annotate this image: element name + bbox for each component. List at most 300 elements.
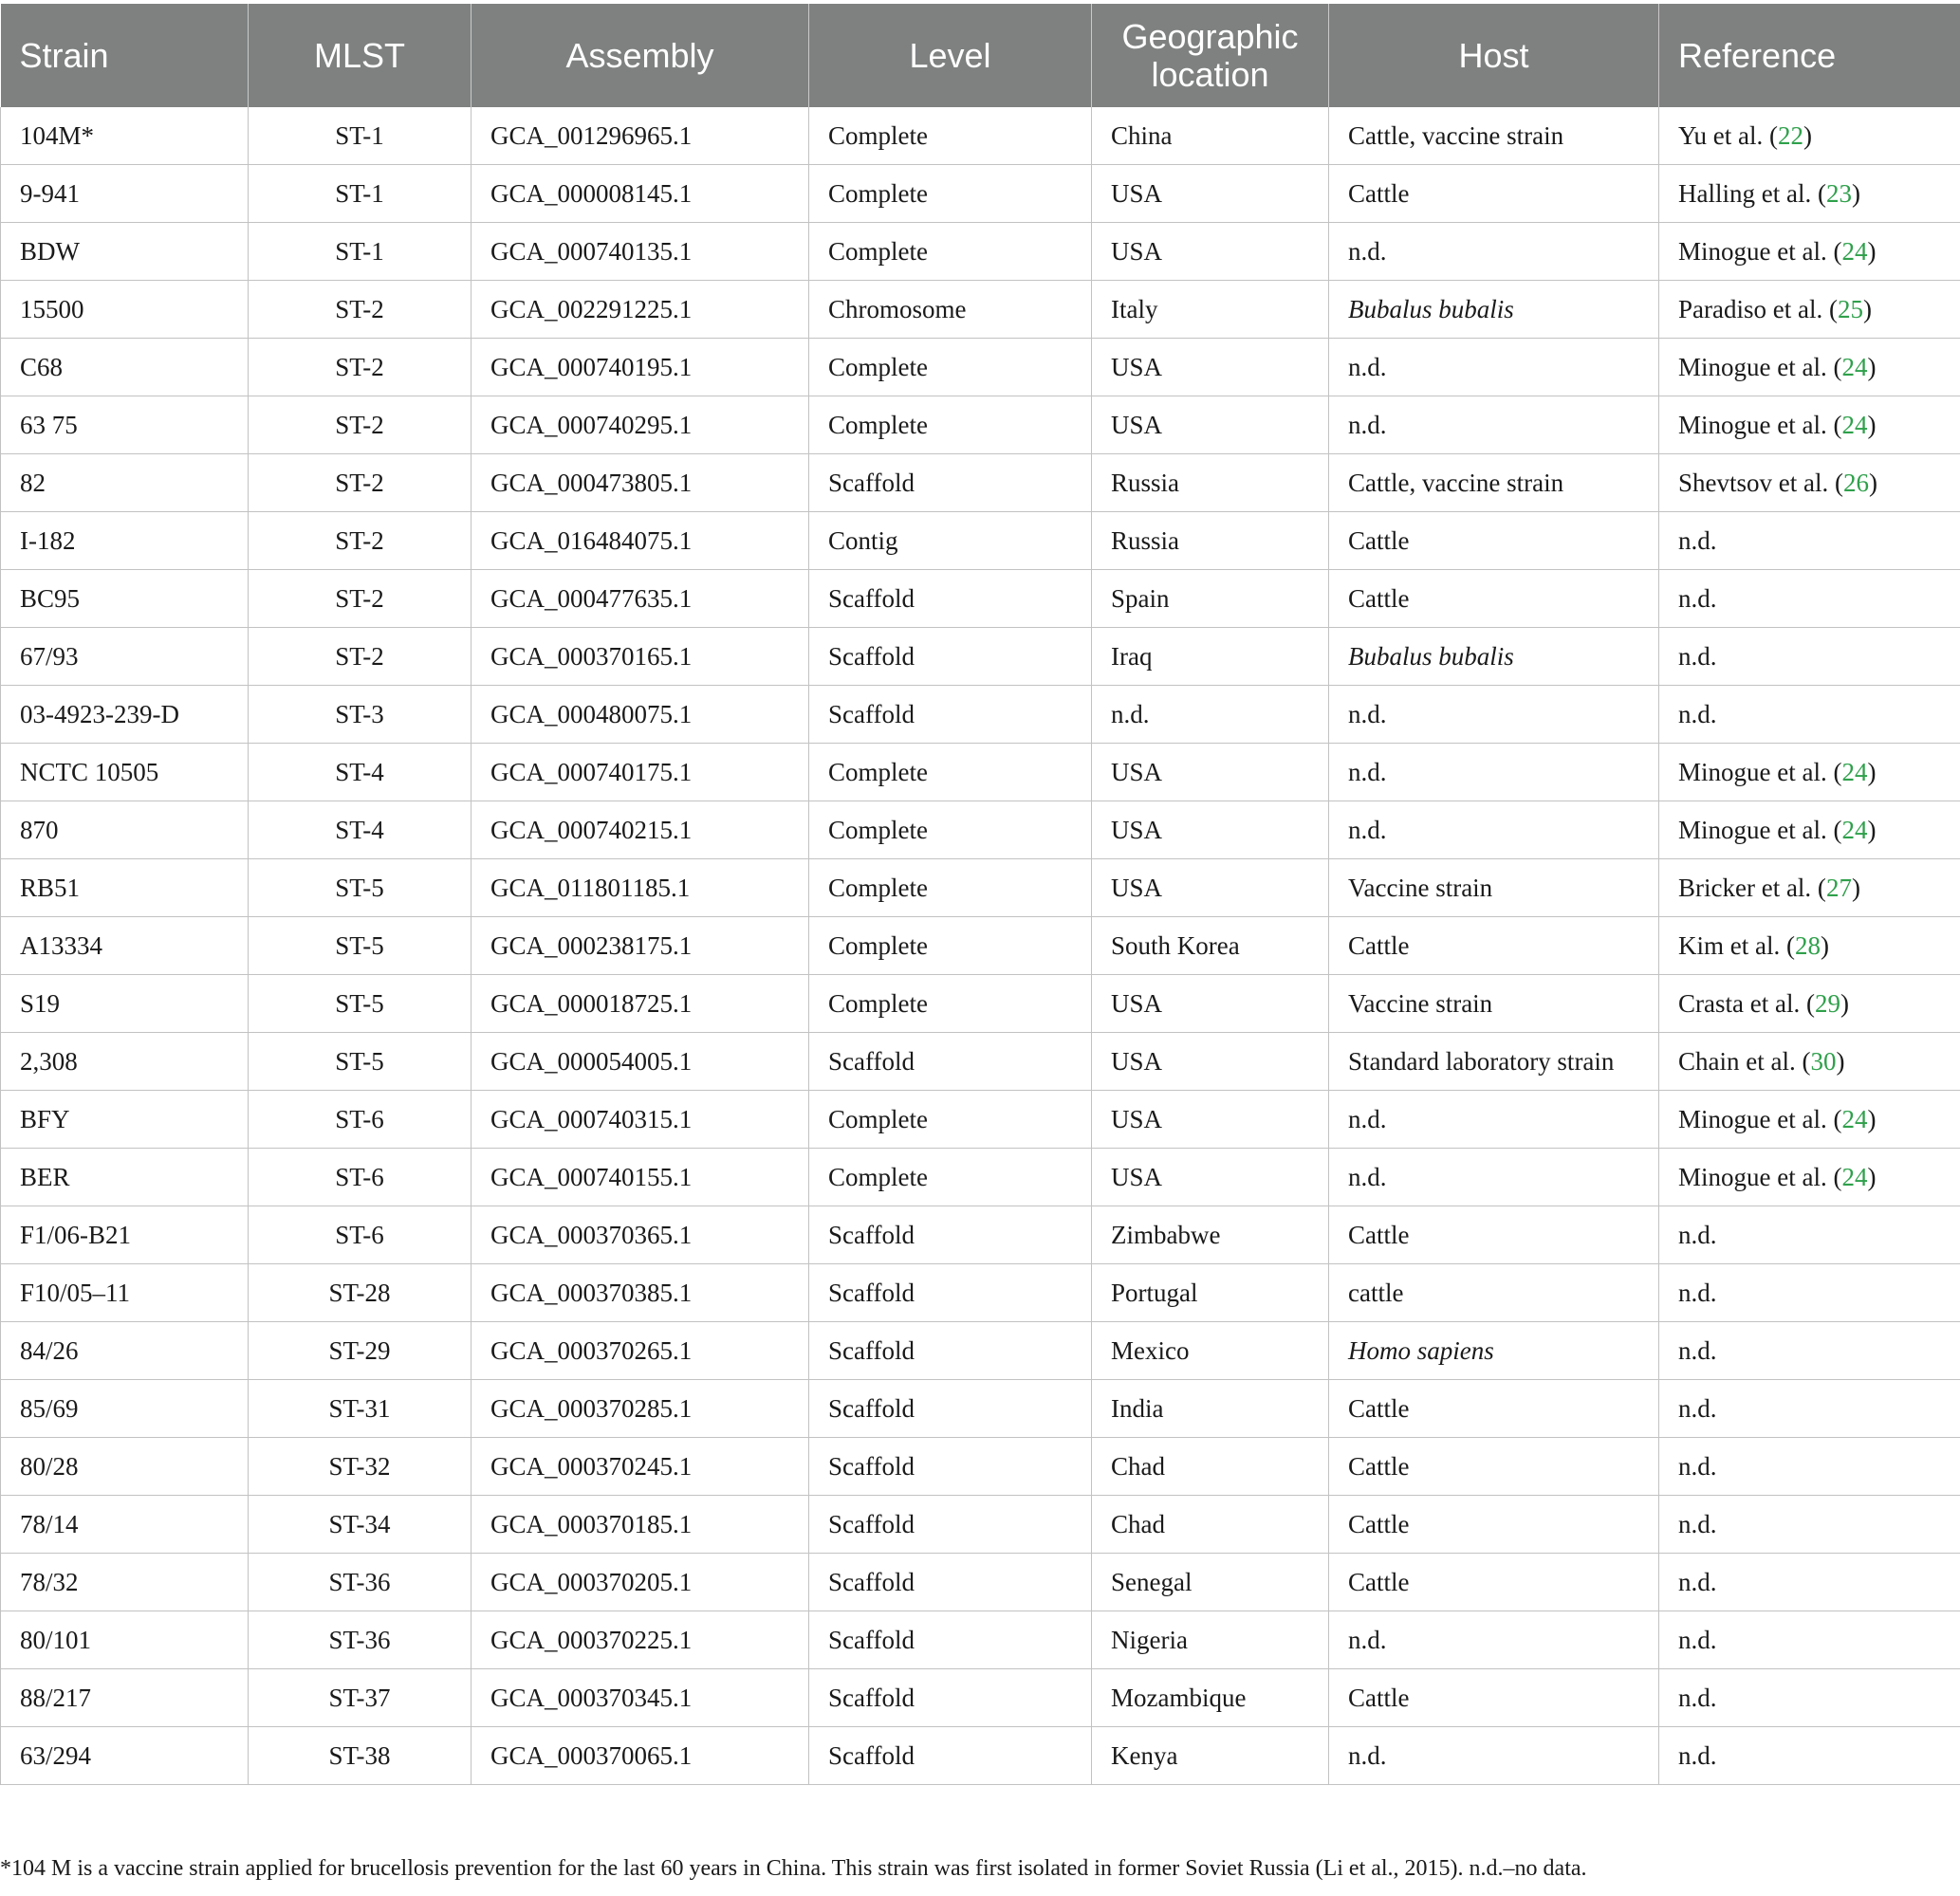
reference-close: ): [1867, 815, 1877, 844]
cell-level: Scaffold: [809, 570, 1092, 628]
table-row: [1, 686, 1960, 744]
cell-reference: [1659, 744, 1960, 801]
strain-table: [0, 4, 1960, 1785]
cell-location: Zimbabwe: [1092, 1206, 1329, 1264]
cell-reference: [1659, 1554, 1960, 1611]
cell-host: Cattle: [1329, 165, 1659, 223]
cell-assembly: GCA_000370385.1: [472, 1264, 809, 1322]
reference-text: n.d.: [1678, 1509, 1717, 1538]
cell-assembly: GCA_000370345.1: [472, 1669, 809, 1727]
reference-text: n.d.: [1678, 1220, 1717, 1249]
cell-host: Cattle: [1329, 1669, 1659, 1727]
cell-reference: [1659, 339, 1960, 396]
cell-mlst: ST-34: [249, 1496, 472, 1554]
cell-assembly: GCA_000018725.1: [472, 975, 809, 1033]
cell-assembly: GCA_000008145.1: [472, 165, 809, 223]
cell-reference: [1659, 165, 1960, 223]
header-row: [1, 4, 1960, 107]
table-row: [1, 1264, 1960, 1322]
reference-text: n.d.: [1678, 1393, 1717, 1423]
cell-location: Senegal: [1092, 1554, 1329, 1611]
cell-reference: [1659, 281, 1960, 339]
cell-assembly: GCA_000370365.1: [472, 1206, 809, 1264]
cell-location: Iraq: [1092, 628, 1329, 686]
reference-link[interactable]: 27: [1825, 873, 1852, 902]
cell-location: USA: [1092, 801, 1329, 859]
table-row: [1, 107, 1960, 165]
cell-host: n.d.: [1329, 223, 1659, 281]
reference-close: ): [1862, 294, 1872, 323]
cell-host: n.d.: [1329, 1611, 1659, 1669]
cell-level: Complete: [809, 975, 1092, 1033]
cell-host: Cattle: [1329, 1496, 1659, 1554]
cell-reference: [1659, 1496, 1960, 1554]
cell-reference: [1659, 1091, 1960, 1149]
cell-host: Cattle: [1329, 1380, 1659, 1438]
cell-level: Complete: [809, 917, 1092, 975]
header-mlst: MLST: [249, 4, 472, 107]
cell-level: Scaffold: [809, 686, 1092, 744]
cell-mlst: ST-2: [249, 339, 472, 396]
cell-mlst: ST-32: [249, 1438, 472, 1496]
reference-text: Halling et al. (: [1678, 178, 1826, 208]
reference-close: ): [1867, 236, 1877, 266]
table-row: [1, 454, 1960, 512]
cell-location: Nigeria: [1092, 1611, 1329, 1669]
cell-assembly: GCA_000740315.1: [472, 1091, 809, 1149]
cell-mlst: ST-5: [249, 1033, 472, 1091]
cell-location: USA: [1092, 744, 1329, 801]
cell-reference: [1659, 107, 1960, 165]
reference-text: n.d.: [1678, 1625, 1717, 1654]
cell-reference: [1659, 1322, 1960, 1380]
cell-strain: 80/101: [1, 1611, 249, 1669]
cell-strain: F10/05–11: [1, 1264, 249, 1322]
cell-location: USA: [1092, 339, 1329, 396]
cell-location: USA: [1092, 396, 1329, 454]
cell-strain: 9-941: [1, 165, 249, 223]
reference-link[interactable]: 24: [1841, 815, 1868, 844]
cell-reference: [1659, 396, 1960, 454]
cell-strain: F1/06-B21: [1, 1206, 249, 1264]
cell-host: Bubalus bubalis: [1329, 281, 1659, 339]
reference-link[interactable]: 26: [1842, 468, 1869, 497]
table-row: [1, 1554, 1960, 1611]
cell-mlst: ST-2: [249, 396, 472, 454]
cell-location: Russia: [1092, 454, 1329, 512]
cell-level: Complete: [809, 165, 1092, 223]
reference-text: Bricker et al. (: [1678, 873, 1826, 902]
reference-text: n.d.: [1678, 1567, 1717, 1596]
reference-close: ): [1851, 178, 1860, 208]
table-row: [1, 1322, 1960, 1380]
cell-mlst: ST-28: [249, 1264, 472, 1322]
cell-assembly: GCA_000370225.1: [472, 1611, 809, 1669]
reference-close: ): [1840, 988, 1849, 1018]
cell-assembly: GCA_000480075.1: [472, 686, 809, 744]
reference-close: ): [1867, 757, 1877, 786]
header-strain: Strain: [1, 4, 249, 107]
cell-reference: [1659, 1264, 1960, 1322]
reference-link[interactable]: 24: [1841, 410, 1868, 439]
cell-mlst: ST-2: [249, 570, 472, 628]
cell-location: Kenya: [1092, 1727, 1329, 1785]
reference-close: ): [1820, 930, 1829, 960]
cell-location: Mexico: [1092, 1322, 1329, 1380]
cell-strain: 88/217: [1, 1669, 249, 1727]
cell-level: Complete: [809, 1149, 1092, 1206]
reference-text: n.d.: [1678, 583, 1717, 613]
reference-link[interactable]: 30: [1810, 1046, 1837, 1076]
cell-location: Italy: [1092, 281, 1329, 339]
cell-strain: 104M*: [1, 107, 249, 165]
cell-location: South Korea: [1092, 917, 1329, 975]
reference-close: ): [1868, 468, 1877, 497]
cell-host: n.d.: [1329, 396, 1659, 454]
reference-link[interactable]: 22: [1777, 120, 1803, 150]
cell-location: India: [1092, 1380, 1329, 1438]
reference-link[interactable]: 24: [1841, 1104, 1868, 1133]
cell-host: Cattle: [1329, 1206, 1659, 1264]
table-row: [1, 975, 1960, 1033]
cell-reference: [1659, 1669, 1960, 1727]
cell-reference: [1659, 1438, 1960, 1496]
cell-strain: 63 75: [1, 396, 249, 454]
reference-text: Yu et al. (: [1678, 120, 1778, 150]
cell-location: USA: [1092, 1149, 1329, 1206]
cell-assembly: GCA_000370065.1: [472, 1727, 809, 1785]
cell-host: n.d.: [1329, 1727, 1659, 1785]
cell-level: Scaffold: [809, 1380, 1092, 1438]
cell-host: Vaccine strain: [1329, 859, 1659, 917]
cell-level: Scaffold: [809, 1611, 1092, 1669]
reference-text: n.d.: [1678, 641, 1717, 671]
reference-text: Minogue et al. (: [1678, 757, 1842, 786]
cell-assembly: GCA_002291225.1: [472, 281, 809, 339]
cell-strain: C68: [1, 339, 249, 396]
cell-location: USA: [1092, 223, 1329, 281]
reference-link[interactable]: 24: [1841, 352, 1868, 381]
cell-strain: BC95: [1, 570, 249, 628]
cell-mlst: ST-2: [249, 454, 472, 512]
cell-strain: RB51: [1, 859, 249, 917]
reference-link[interactable]: 24: [1841, 757, 1868, 786]
cell-reference: [1659, 975, 1960, 1033]
cell-strain: 2,308: [1, 1033, 249, 1091]
cell-level: Chromosome: [809, 281, 1092, 339]
cell-mlst: ST-2: [249, 628, 472, 686]
cell-host: n.d.: [1329, 686, 1659, 744]
table-row: [1, 1669, 1960, 1727]
cell-mlst: ST-4: [249, 744, 472, 801]
cell-host: Cattle, vaccine strain: [1329, 107, 1659, 165]
reference-text: Minogue et al. (: [1678, 236, 1842, 266]
reference-text: n.d.: [1678, 1451, 1717, 1481]
cell-assembly: GCA_000740155.1: [472, 1149, 809, 1206]
cell-host: n.d.: [1329, 801, 1659, 859]
reference-text: n.d.: [1678, 1335, 1717, 1365]
table-row: [1, 512, 1960, 570]
table-row: [1, 801, 1960, 859]
cell-level: Complete: [809, 107, 1092, 165]
cell-level: Complete: [809, 223, 1092, 281]
table-row: [1, 396, 1960, 454]
cell-level: Scaffold: [809, 1438, 1092, 1496]
cell-host: n.d.: [1329, 1091, 1659, 1149]
reference-text: Kim et al. (: [1678, 930, 1795, 960]
cell-strain: 870: [1, 801, 249, 859]
cell-host: Cattle: [1329, 917, 1659, 975]
reference-close: ): [1867, 1104, 1877, 1133]
cell-host: Bubalus bubalis: [1329, 628, 1659, 686]
cell-mlst: ST-5: [249, 917, 472, 975]
cell-location: Chad: [1092, 1496, 1329, 1554]
table-body: [1, 107, 1960, 1785]
table-row: [1, 744, 1960, 801]
cell-mlst: ST-37: [249, 1669, 472, 1727]
cell-host: Vaccine strain: [1329, 975, 1659, 1033]
cell-assembly: GCA_000054005.1: [472, 1033, 809, 1091]
cell-level: Complete: [809, 744, 1092, 801]
cell-reference: [1659, 1380, 1960, 1438]
cell-strain: 84/26: [1, 1322, 249, 1380]
reference-link[interactable]: 24: [1841, 236, 1868, 266]
reference-text: n.d.: [1678, 525, 1717, 555]
table-row: [1, 1727, 1960, 1785]
cell-strain: 15500: [1, 281, 249, 339]
reference-text: n.d.: [1678, 1740, 1717, 1770]
cell-location: USA: [1092, 1091, 1329, 1149]
cell-level: Complete: [809, 859, 1092, 917]
cell-reference: [1659, 1033, 1960, 1091]
cell-assembly: GCA_016484075.1: [472, 512, 809, 570]
table-header: [1, 4, 1960, 107]
cell-host: Cattle: [1329, 512, 1659, 570]
cell-strain: I-182: [1, 512, 249, 570]
reference-close: ): [1867, 352, 1877, 381]
cell-level: Scaffold: [809, 454, 1092, 512]
cell-assembly: GCA_000473805.1: [472, 454, 809, 512]
cell-reference: [1659, 570, 1960, 628]
cell-level: Scaffold: [809, 628, 1092, 686]
header-level: Level: [809, 4, 1092, 107]
cell-reference: [1659, 1206, 1960, 1264]
reference-text: Chain et al. (: [1678, 1046, 1811, 1076]
cell-location: China: [1092, 107, 1329, 165]
cell-mlst: ST-3: [249, 686, 472, 744]
cell-mlst: ST-5: [249, 859, 472, 917]
cell-assembly: GCA_000740195.1: [472, 339, 809, 396]
cell-level: Complete: [809, 339, 1092, 396]
cell-reference: [1659, 686, 1960, 744]
cell-location: Portugal: [1092, 1264, 1329, 1322]
reference-link[interactable]: 25: [1837, 294, 1863, 323]
cell-level: Scaffold: [809, 1322, 1092, 1380]
table-row: [1, 1149, 1960, 1206]
cell-mlst: ST-36: [249, 1611, 472, 1669]
cell-mlst: ST-29: [249, 1322, 472, 1380]
cell-level: Complete: [809, 801, 1092, 859]
cell-reference: [1659, 1149, 1960, 1206]
reference-text: Crasta et al. (: [1678, 988, 1815, 1018]
cell-strain: NCTC 10505: [1, 744, 249, 801]
cell-reference: [1659, 512, 1960, 570]
cell-level: Scaffold: [809, 1727, 1092, 1785]
cell-host: cattle: [1329, 1264, 1659, 1322]
cell-location: USA: [1092, 165, 1329, 223]
cell-reference: [1659, 223, 1960, 281]
cell-assembly: GCA_000370245.1: [472, 1438, 809, 1496]
cell-level: Complete: [809, 1091, 1092, 1149]
cell-location: Russia: [1092, 512, 1329, 570]
cell-assembly: GCA_000370285.1: [472, 1380, 809, 1438]
cell-assembly: GCA_000740295.1: [472, 396, 809, 454]
cell-mlst: ST-4: [249, 801, 472, 859]
cell-strain: 03-4923-239-D: [1, 686, 249, 744]
reference-text: n.d.: [1678, 1683, 1717, 1712]
cell-mlst: ST-2: [249, 512, 472, 570]
cell-assembly: GCA_000370165.1: [472, 628, 809, 686]
cell-mlst: ST-2: [249, 281, 472, 339]
reference-text: Minogue et al. (: [1678, 1104, 1842, 1133]
reference-text: Minogue et al. (: [1678, 410, 1842, 439]
cell-level: Complete: [809, 396, 1092, 454]
cell-assembly: GCA_000370265.1: [472, 1322, 809, 1380]
reference-close: ): [1867, 410, 1877, 439]
cell-level: Scaffold: [809, 1264, 1092, 1322]
reference-close: ): [1851, 873, 1860, 902]
cell-location: Chad: [1092, 1438, 1329, 1496]
cell-host: Homo sapiens: [1329, 1322, 1659, 1380]
cell-mlst: ST-6: [249, 1206, 472, 1264]
cell-reference: [1659, 628, 1960, 686]
cell-assembly: GCA_000477635.1: [472, 570, 809, 628]
reference-close: ): [1867, 1162, 1877, 1191]
cell-host: n.d.: [1329, 339, 1659, 396]
table-footnote: *104 M is a vaccine strain applied for brucellosis prevention for the last 60 years in China. This strain was first isolated in former Soviet Russia (Li et al., 2015). n.d.–no data.: [0, 1856, 1587, 1881]
table-row: [1, 165, 1960, 223]
reference-text: Paradiso et al. (: [1678, 294, 1838, 323]
cell-mlst: ST-6: [249, 1149, 472, 1206]
cell-mlst: ST-36: [249, 1554, 472, 1611]
cell-assembly: GCA_000740135.1: [472, 223, 809, 281]
reference-close: ): [1836, 1046, 1845, 1076]
cell-strain: BER: [1, 1149, 249, 1206]
header-assembly: Assembly: [472, 4, 809, 107]
cell-strain: 67/93: [1, 628, 249, 686]
cell-mlst: ST-31: [249, 1380, 472, 1438]
cell-assembly: GCA_000238175.1: [472, 917, 809, 975]
header-host: Host: [1329, 4, 1659, 107]
reference-text: Shevtsov et al. (: [1678, 468, 1843, 497]
cell-host: Standard laboratory strain: [1329, 1033, 1659, 1091]
cell-level: Scaffold: [809, 1669, 1092, 1727]
reference-link[interactable]: 28: [1794, 930, 1821, 960]
cell-location: Mozambique: [1092, 1669, 1329, 1727]
cell-location: USA: [1092, 1033, 1329, 1091]
cell-host: Cattle: [1329, 570, 1659, 628]
header-geographic-location: Geographic location: [1092, 4, 1329, 107]
table-row: [1, 859, 1960, 917]
reference-text: Minogue et al. (: [1678, 815, 1842, 844]
cell-host: Cattle, vaccine strain: [1329, 454, 1659, 512]
cell-mlst: ST-1: [249, 107, 472, 165]
cell-assembly: GCA_011801185.1: [472, 859, 809, 917]
cell-strain: 82: [1, 454, 249, 512]
table-row: [1, 917, 1960, 975]
cell-strain: S19: [1, 975, 249, 1033]
reference-text: n.d.: [1678, 1278, 1717, 1307]
cell-mlst: ST-1: [249, 223, 472, 281]
cell-level: Scaffold: [809, 1554, 1092, 1611]
cell-reference: [1659, 1727, 1960, 1785]
table-row: [1, 1091, 1960, 1149]
cell-level: Contig: [809, 512, 1092, 570]
cell-reference: [1659, 917, 1960, 975]
cell-reference: [1659, 801, 1960, 859]
cell-mlst: ST-38: [249, 1727, 472, 1785]
cell-reference: [1659, 454, 1960, 512]
cell-assembly: GCA_001296965.1: [472, 107, 809, 165]
cell-host: n.d.: [1329, 744, 1659, 801]
cell-strain: BDW: [1, 223, 249, 281]
cell-strain: 63/294: [1, 1727, 249, 1785]
table-row: [1, 1033, 1960, 1091]
table-row: [1, 628, 1960, 686]
cell-strain: 78/32: [1, 1554, 249, 1611]
reference-link[interactable]: 23: [1825, 178, 1852, 208]
table-row: [1, 1611, 1960, 1669]
table-row: [1, 1496, 1960, 1554]
cell-host: Cattle: [1329, 1554, 1659, 1611]
reference-link[interactable]: 29: [1814, 988, 1840, 1018]
reference-close: ): [1803, 120, 1812, 150]
cell-strain: 78/14: [1, 1496, 249, 1554]
cell-level: Scaffold: [809, 1206, 1092, 1264]
cell-strain: 80/28: [1, 1438, 249, 1496]
reference-text: n.d.: [1678, 699, 1717, 728]
cell-level: Scaffold: [809, 1496, 1092, 1554]
table-row: [1, 1206, 1960, 1264]
reference-text: Minogue et al. (: [1678, 1162, 1842, 1191]
cell-assembly: GCA_000740215.1: [472, 801, 809, 859]
cell-level: Scaffold: [809, 1033, 1092, 1091]
cell-strain: 85/69: [1, 1380, 249, 1438]
table-row: [1, 570, 1960, 628]
cell-strain: A13334: [1, 917, 249, 975]
cell-assembly: GCA_000740175.1: [472, 744, 809, 801]
table-row: [1, 223, 1960, 281]
cell-location: USA: [1092, 859, 1329, 917]
header-reference: Reference: [1659, 4, 1960, 107]
cell-assembly: GCA_000370185.1: [472, 1496, 809, 1554]
cell-location: Spain: [1092, 570, 1329, 628]
table-row: [1, 1438, 1960, 1496]
reference-text: Minogue et al. (: [1678, 352, 1842, 381]
table-row: [1, 339, 1960, 396]
cell-mlst: ST-1: [249, 165, 472, 223]
reference-link[interactable]: 24: [1841, 1162, 1868, 1191]
table-row: [1, 1380, 1960, 1438]
cell-location: USA: [1092, 975, 1329, 1033]
cell-strain: BFY: [1, 1091, 249, 1149]
cell-mlst: ST-5: [249, 975, 472, 1033]
cell-host: Cattle: [1329, 1438, 1659, 1496]
cell-mlst: ST-6: [249, 1091, 472, 1149]
table-row: [1, 281, 1960, 339]
cell-reference: [1659, 859, 1960, 917]
cell-reference: [1659, 1611, 1960, 1669]
